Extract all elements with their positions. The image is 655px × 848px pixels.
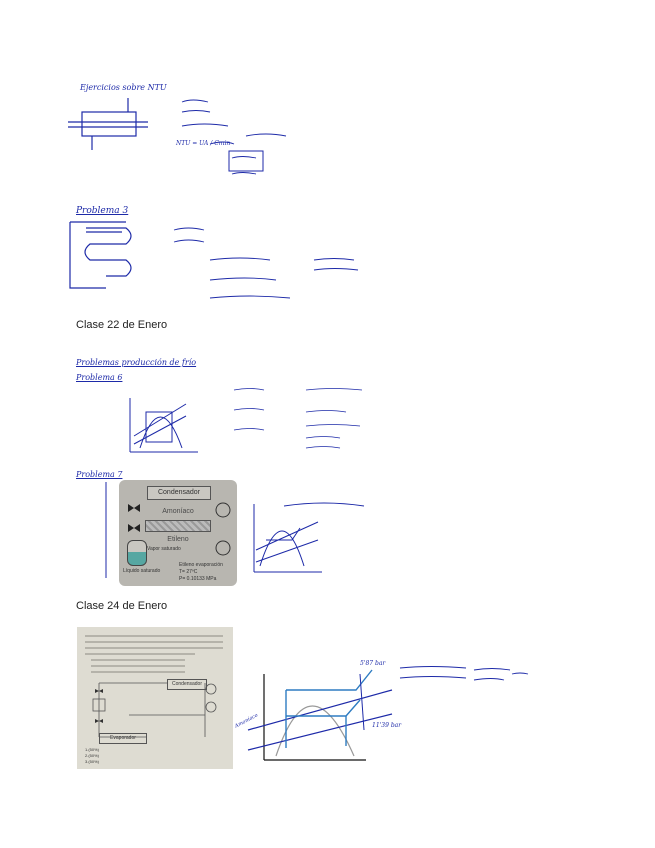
problem-7-notes-scribble (282, 494, 382, 514)
photo-1-ammonia-label: Amoníaco (162, 508, 194, 515)
coil-exchanger-sketch (66, 218, 186, 298)
problem-3-equations-scribble (170, 224, 400, 304)
photo-2-evaporator-label: Evaporador (99, 733, 147, 744)
photo-problem-sheet (77, 627, 233, 769)
photo-1-exchanger (145, 520, 211, 532)
annotation-gauge: Amoníaco (234, 712, 259, 730)
photo-1-ethylene-evap-label: Etileno evaporación (179, 562, 223, 568)
notes-title-refrigeration: Problemas producción de frío (76, 358, 197, 367)
problem-6-diagram (120, 392, 200, 462)
photo-2-text-lines (85, 633, 225, 673)
photo-2-question-1: 1.(50%) (85, 747, 100, 752)
photo-1-compressors (213, 496, 233, 566)
problem-3-title: Problema 3 (76, 206, 129, 216)
problem-6-notes-scribble (230, 386, 390, 456)
photo-cascade-diagram (119, 480, 237, 586)
problem-6-title: Problema 6 (76, 373, 123, 382)
photo-1-liquid-label: Líquido saturado (123, 568, 161, 574)
photo-1-valves (127, 502, 141, 536)
heat-exchanger-sketch (68, 92, 178, 162)
section-heading-clase-24: Clase 24 de Enero (76, 600, 168, 612)
clase-24-equations-scribble (398, 664, 538, 688)
photo-1-pressure-label: P= 0.10133 MPa (179, 576, 217, 582)
photo-2-question-2: 2.(50%) (85, 753, 100, 758)
photo-2-question-3: 3.(50%) (85, 759, 100, 764)
photo-1-ethylene-label: Etileno (167, 536, 189, 543)
photo-1-tank (127, 540, 147, 566)
problem-7-title: Problema 7 (76, 470, 123, 479)
annotation-p-high: 5'87 bar (360, 660, 386, 667)
section-heading-clase-22: Clase 22 de Enero (76, 319, 168, 331)
photo-2-circuit (89, 677, 219, 747)
annotation-p-low: 11'39 bar (372, 722, 402, 729)
photo-1-temp-label: T= 27ºC (179, 569, 198, 575)
problem-7-bracket (102, 482, 110, 582)
photo-2-condenser-label: Condensador (167, 679, 207, 690)
photo-1-condenser-label: Condensador (147, 486, 211, 500)
ph-diagram-sketch (236, 660, 396, 770)
eff-box (228, 150, 264, 172)
notes-title-ntu: Ejercicios sobre NTU (80, 83, 167, 92)
eq-ntu: NTU = UA / Cmin (176, 140, 231, 147)
photo-1-vapor-label: Vapor saturado (147, 546, 181, 552)
